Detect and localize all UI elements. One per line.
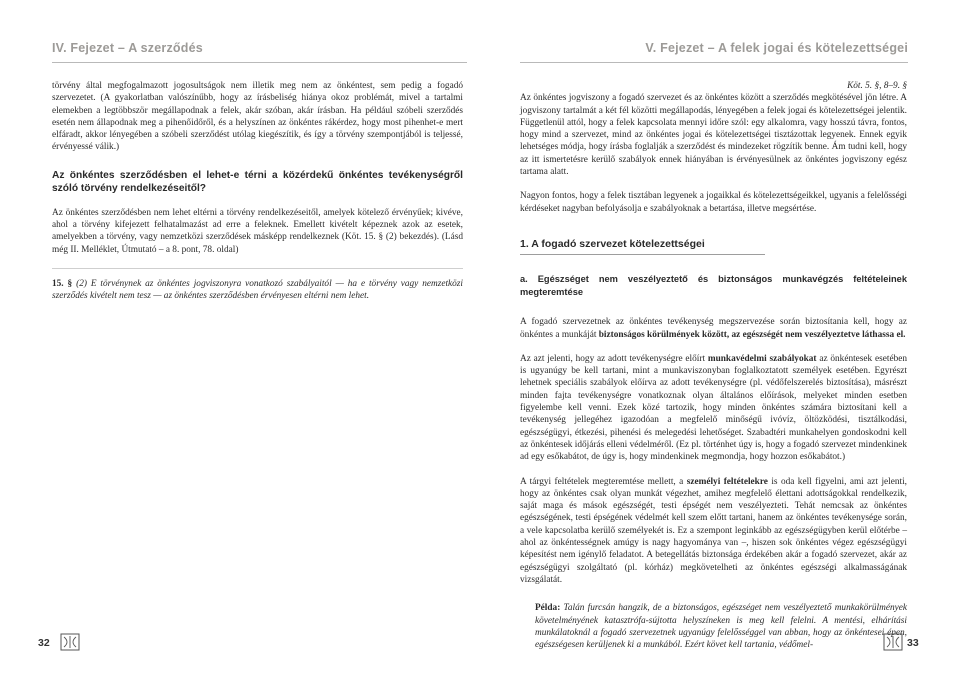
p5-text-a: A tárgyi feltételek megteremtése mellett, a xyxy=(520,476,687,487)
example-text: Talán furcsán hangzik, de a biztonságos, egészséget nem veszélyeztető munkakörülmények követelményének katasztrófa-sújtotta helyszíneken is meg kell felelni. A mentési, elhárítási munkálatoknál a fogadó szervezetnek ugyanúgy felelősséggel van abban, hogy az önkéntesei épen, egészségesen kerüljenek ki a munkából. Ezért követ kell tartania, védőmel- xyxy=(535,603,907,651)
left-chapter-header: IV. Fejezet – A szerződés xyxy=(52,41,203,55)
example-label: Példa: xyxy=(535,603,561,614)
p3-bold: biztonságos körülmények között, az egészségét nem veszélyeztetve láthassa el. xyxy=(598,329,906,340)
p4-text-c: az önkéntesek esetében is ugyanúgy be kell tartani, mint a munkaviszonyban foglalkoztatott személyek esetében. Egyrészt lehetnek speciális szabályok előírva az adott tevékenységre (pl. védőfelszerelés biztosítása), másrészt minden fajta tevékenységre vonatkoznak olyan általános előírások, melyeket minden esetben figyelembe kell venni. Ezek közé tartozik, hogy minden önkéntes számára biztosítani kell a tevékenység jellegéhez igazodóan a megfelelő minőségű ivóvíz, öltözködési, tisztálkodási, egészségügyi, étkezési, pihenési és melegedési lehetőséget. Szabadtéri munkahelyen gondoskodni kell az önkéntesek időjárás elleni védelméről. (Ez pl. történhet úgy is, hogy a fogadó szervezet mindenkinek ad egy esőkabátot, de úgy is, hogy mindenkinek megmondja, hogy hozzon esőkabátot.) xyxy=(520,353,907,463)
right-paragraph-1: Az önkéntes jogviszony a fogadó szervezet és az önkéntes között a szerződés megkötésével jön létre. A jogviszony tartalmát a két fél közötti megállapodás, lényegében a felek jogai és kötelezettségei jelentik. Függetlenül attól, hogy a felek kapcsolata mennyi időre szól: egy alkalomra, vagy hosszú távra, fontos, hogy mind a szervezet, mind az önkéntes jogai és kötelezettségei tisztázottak legyenek. Ennek egyik lehetséges módja, hogy írásba foglalják a szerződést és mindezeket rögzítik benne. Ám tudni kell, hogy az itt ismertetésre kerülő szabályok ennek hiányában is érvényesülnek az önkéntes jogviszony egész tartama alatt. xyxy=(520,93,907,178)
subsection-heading: a. Egészséget nem veszélyeztető és biztonságos munkavégzés feltételeinek megteremtése xyxy=(520,274,907,297)
law-note-number: 15. § xyxy=(52,278,73,289)
section-heading-rule xyxy=(520,254,765,255)
example-box xyxy=(520,602,907,651)
p5-text-c: is oda kell figyelni, ami azt jelenti, hogy az önkéntes csak olyan munkát végezhet, amihez megfelelő élettani adottságokkal rendelkezik, saját maga és mások egészségét, testi épségét nem veszélyezteti. Tehát nemcsak az önkéntes egészségének, testi épségének védelmét kell szem előtt tartani, hanem az önkéntes tevékenysége során, a vele kapcsolatba kerülő személyekét is. Ez a szempont leginkább az egészségügyben kerül előtérbe – ahol az önkéntességnek amúgy is nagy hagyománya van –, hiszen sok önkéntes végez egészségügyi képesítést nem igénylő feladatot. A betegellátás biztonsága érdekében akár a fogadó szervezet, akár az egészségügyi szolgáltató (pl. kórház) megkövetelheti az önkéntes egészségi alkalmasságának vizsgálatát. xyxy=(520,476,907,585)
ornament-icon xyxy=(883,633,903,651)
right-paragraph-3 xyxy=(520,316,907,341)
right-paragraph-5 xyxy=(520,476,907,587)
left-page-number: 32 xyxy=(38,637,50,649)
section-heading: 1. A fogadó szervezet kötelezettségei xyxy=(520,237,705,250)
law-note xyxy=(52,278,463,303)
left-header-rule xyxy=(52,62,467,63)
p5-bold: személyi feltételekre xyxy=(686,476,768,487)
right-page-number: 33 xyxy=(907,637,919,649)
right-paragraph-4 xyxy=(520,353,907,464)
source-reference: Köt. 5. §, 8–9. § xyxy=(847,81,907,91)
p4-text-a: Az azt jelenti, hogy az adott tevékenységre előírt xyxy=(520,353,708,364)
question-heading: Az önkéntes szerződésben el lehet-e térni a közérdekű önkéntes tevékenységről szóló törvény rendelkezéseitől? xyxy=(52,169,463,194)
p4-bold: munkavédelmi szabályokat xyxy=(707,353,817,364)
law-note-text: (2) E törvénynek az önkéntes jogviszonyra vonatkozó szabályaitól — ha e törvény vagy nemzetközi szerződés kivételt nem tesz — az önkéntes szerződésben érvényesen eltérni nem lehet. xyxy=(52,278,464,302)
ornament-icon xyxy=(60,633,80,651)
right-paragraph-2: Nagyon fontos, hogy a felek tisztában legyenek a jogaikkal és kötelezettségeikkel, ugyanis a felelősségi kérdéseket nagyban befolyásolja e szabályoknak a betartása, illetve megsértése. xyxy=(520,191,907,214)
note-rule xyxy=(52,268,463,269)
left-column xyxy=(52,80,463,303)
p3-text: A fogadó szervezetnek az önkéntes tevékenység megszervezése során biztosítania kell, hogy az önkéntes a munkáját xyxy=(520,317,907,340)
left-paragraph-2: Az önkéntes szerződésben nem lehet eltérni a törvény rendelkezéseitől, amelyek kötelező érvényűek; kivéve, ahol a törvény kifejezett felhatalmazást ad erre a feleknek. Emellett kivételt képeznek azok az esetek, amelyekben a törvény, vagy nemzetközi szerződések másképp rendelkeznek (Köt. 15. § (2) bekezdés). (Lásd még II. Melléklet, Útmutató – a 8. pont, 78. oldal) xyxy=(52,207,463,255)
right-column xyxy=(520,80,907,651)
left-paragraph-1: törvény által megfogalmazott jogosultságok nem illetik meg nem az önkéntest, sem pedig a fogadó szervezetet. (A gyakorlatban valószínűbb, hogy az írásbeliség hiánya okoz problémát, mivel a tartalmi elemekben a legtöbbször megállapodnak a felek, akár szóban, akár írásban. Ha például szóbeli szerződés esetén nem állapodnak meg a pihenőidőről, és a helyszínen az önkéntes rákérdez, hogy most pihenhet-e mert elfáradt, akkor lényegében a szóbeli szerződést utólag kiegészítik, és így a törvény szempontjából is teljessé, érvényessé válik.) xyxy=(52,81,463,153)
right-chapter-header: V. Fejezet – A felek jogai és kötelezettségei xyxy=(645,41,908,55)
right-header-rule xyxy=(520,62,908,63)
